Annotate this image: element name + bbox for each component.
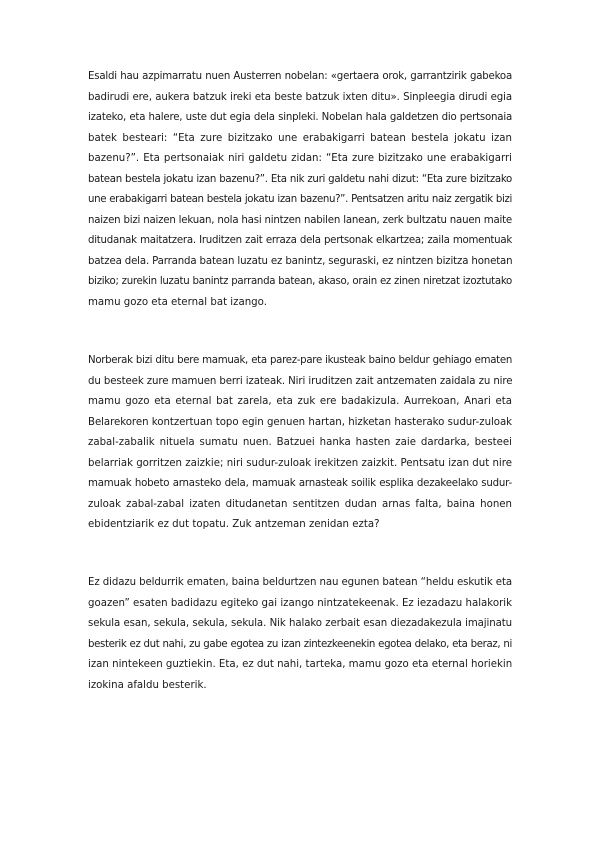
paragraph-line: Ez didazu beldurrik ematen, baina beldurtzen nau egunen batean “heldu eskutik eta: [88, 577, 512, 588]
paragraph-line: mamu gozo eta eternal bat zarela, eta zuk ere badakizula. Aurrekoan, Anari eta: [88, 396, 512, 407]
paragraph-line: izan nintekeen guztiekin. Eta, ez dut nahi, tarteka, mamu gozo eta eternal horiekin: [88, 659, 513, 670]
paragraph-line: ditudanak maitatzera. Iruditzen zait erraza dela pertsonak elkartzea; zaila momentuak: [88, 235, 512, 246]
paragraph-line: batzea dela. Parranda batean luzatu ez banintz, seguraski, ez nintzen bizitza honetan: [88, 255, 513, 267]
paragraph-1: [88, 67, 512, 313]
paragraph-line: batean bestela jokatu izan bazenu?”. Eta nik zuri galdetu nahi dizut: “Eta zure bizitzako: [88, 173, 512, 185]
paragraph-line: izokina afaldu besterik.: [88, 679, 207, 691]
paragraph-line: badirudi ere, aukera batzuk ireki eta beste batzuk ixten ditu». Sinpleegia dirudi egia: [88, 91, 512, 103]
paragraph-line: besterik ez dut nahi, zu gabe egotea zu izan zintezkeenekin egotea delako, eta beraz, ni: [88, 638, 512, 650]
paragraph-line: goazen” esaten badidazu egiteko gai izango nintzatekeenak. Ez iezadazu halakorik: [88, 597, 512, 609]
paragraph-line: izateko, eta halere, uste dut egia dela sinpleki. Nobelan hala galdetzen dio pertsonaia: [88, 112, 512, 123]
paragraph-line: mamu gozo eta eternal bat izango.: [88, 296, 267, 308]
paragraph-line: ebidentziarik ez dut topatu. Zuk antzeman zenidan ezta?: [88, 519, 380, 530]
paragraph-2: [88, 351, 512, 536]
paragraph-line: Esaldi hau azpimarratu nuen Austerren nobelan: «gertaera orok, garrantzirik gabekoa: [88, 71, 512, 82]
paragraph-line: une erabakigarri batean bestela jokatu izan bazenu?”. Pentsatzen aritu naiz zergatik bizi: [88, 194, 512, 205]
paragraph-line: zabal-zabalik nituela sumatu nuen. Batzuei hanka hasten zaie dardarka, besteei: [88, 437, 512, 448]
paragraph-line: mamuak hobeto arnasteko dela, mamuak arnasteak soilik esplika dezakeelako sudur-: [88, 478, 512, 489]
paragraph-line: Norberak bizi ditu bere mamuak, eta parez-pare ikusteak baino beldur gehiago ematen: [88, 355, 512, 366]
paragraph-line: belarriak gorritzen zaizkie; niri sudur-zuloak irekitzen zaizkit. Pentsatu izan dut nire: [88, 457, 512, 469]
paragraph-line: du besteek zure mamuen berri izateak. Niri iruditzen zait antzematen zaidala zu nire: [88, 375, 513, 387]
paragraph-3: [88, 573, 512, 696]
paragraph-line: batek besteari: “Eta zure bizitzako une erabakigarri batean bestela jokatu izan: [88, 132, 512, 144]
paragraph-line: bazenu?”. Eta pertsonaiak niri galdetu zidan: “Eta zure bizitzako une erabakigarri: [88, 153, 512, 164]
paragraph-line: sekula esan, sekula, sekula, sekula. Nik halako zerbait esan diezadakezula imajinatu: [88, 618, 512, 629]
paragraph-line: zuloak zabal-zabal izaten ditudanetan sentitzen dudan arnas falta, baina honen: [88, 498, 512, 510]
paragraph-line: naizen bizi naizen lekuan, nola hasi nintzen nabilen lanean, zerk bultzatu nauen maite: [88, 214, 512, 226]
paragraph-line: Belarekoren kontzertuan topo egin genuen hartan, hizketan hasterako sudur-zuloak: [88, 416, 512, 428]
paragraph-line: biziko; zurekin luzatu banintz parranda batean, akaso, orain ez zinen niretzat izoztutako: [88, 276, 512, 287]
